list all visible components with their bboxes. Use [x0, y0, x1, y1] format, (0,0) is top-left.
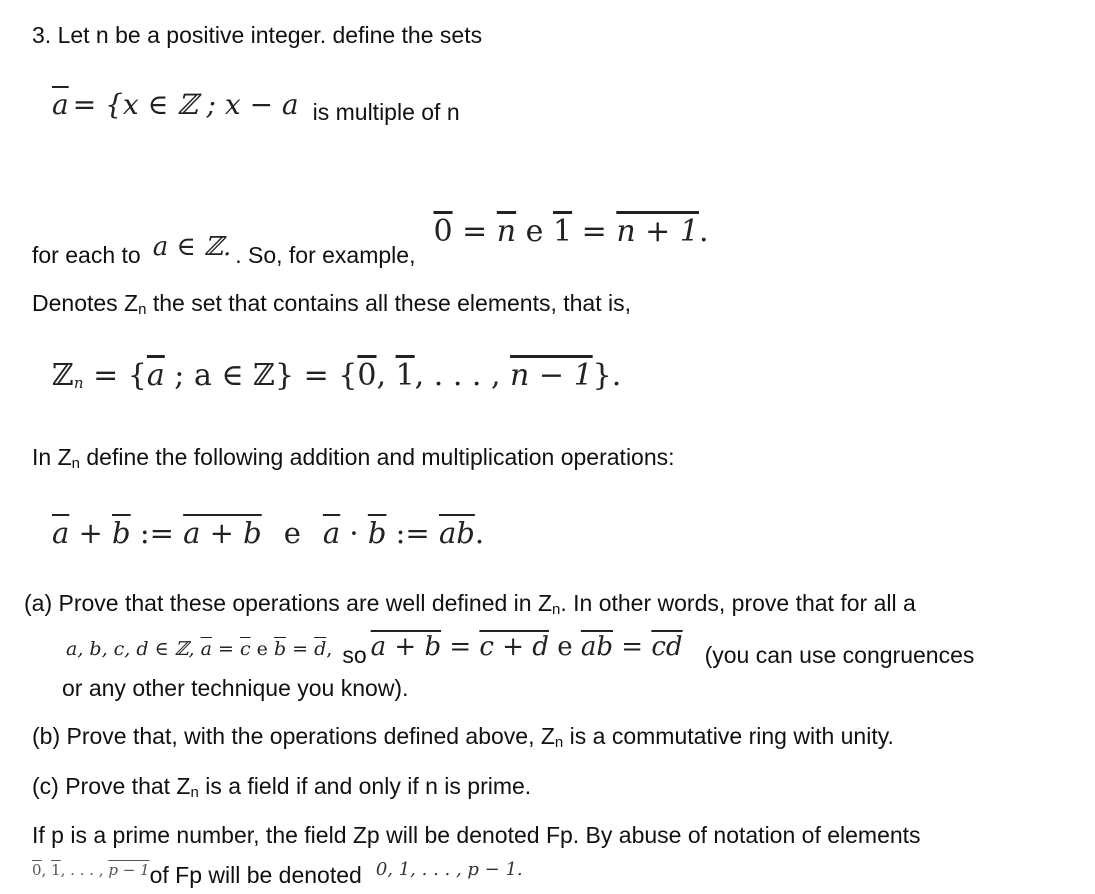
- example-np1: n + 1: [616, 214, 699, 249]
- closing-dots: , . . . ,: [60, 861, 109, 879]
- example-e: e: [525, 214, 544, 249]
- zn-abar: $\overline{a}$: [146, 358, 165, 393]
- zn-p1: = {: [83, 358, 147, 393]
- set-def-tail: is multiple of n: [312, 99, 460, 125]
- ops-intro-suffix: define the following addition and multiplication operations:: [79, 444, 675, 470]
- closing-line2: [32, 854, 523, 888]
- for-each-line: [32, 214, 709, 268]
- part-a-line1: [24, 590, 916, 618]
- problem-intro: 3. Let n be a positive integer. define the sets: [32, 22, 483, 48]
- zn-z: ℤ: [52, 358, 74, 393]
- part-a-vars: a, b, c, d ∈ ℤ,: [66, 638, 201, 660]
- part-a-dbar: $\overline{d}$: [314, 638, 327, 660]
- part-a-eq2: =: [286, 638, 315, 660]
- example-eq2: =: [581, 214, 607, 249]
- ops-b2: $\overline{b}$: [367, 516, 387, 550]
- closing-text: of Fp will be denoted: [149, 862, 362, 888]
- ops-b: $\overline{b}$: [112, 516, 131, 550]
- part-a-conclusion: [371, 632, 683, 662]
- example-zero: 0: [433, 214, 453, 249]
- part-c-suffix: is a field if and only if n is prime.: [198, 773, 532, 799]
- part-a-prefix: (a) Prove that these operations are well defined in Z: [24, 590, 553, 616]
- part-a-so: so: [342, 642, 367, 668]
- ops-e: e: [283, 516, 301, 550]
- ops-intro: [32, 444, 675, 472]
- part-a-eq4: =: [613, 632, 652, 662]
- closing-math-list: [32, 861, 150, 879]
- example-n: $\overline{n}$: [496, 214, 517, 249]
- for-each-mid: . So, for example,: [235, 242, 416, 268]
- ops-intro-sub: n: [71, 455, 80, 472]
- part-a-note: (you can use congruences: [704, 642, 975, 668]
- part-a-comma: ,: [326, 638, 333, 660]
- part-a-suffix: . In other words, prove that for all a: [560, 590, 916, 616]
- example-end: .: [698, 214, 709, 249]
- ops-assign2: :=: [386, 516, 439, 550]
- example-expression: [433, 214, 708, 249]
- denotes-line: [32, 290, 631, 318]
- part-a-sum-l: a + b: [370, 632, 442, 662]
- part-b-suffix: is a commutative ring with unity.: [563, 723, 894, 749]
- part-c-prefix: (c) Prove that Z: [32, 773, 191, 799]
- part-c-sub: n: [190, 784, 199, 801]
- closing-zero: 0: [32, 861, 42, 879]
- part-b-sub: n: [554, 734, 564, 751]
- part-a-sum-r: c + d: [479, 632, 549, 662]
- ops-assign1: :=: [130, 516, 184, 550]
- ops-dot: ·: [340, 516, 368, 550]
- part-a-bbar: $\overline{b}$: [273, 638, 287, 660]
- zn-nm1: n − 1: [510, 358, 593, 393]
- ops-a2: $\overline{a}$: [322, 516, 341, 550]
- for-each-math: a ∈ ℤ.: [152, 232, 232, 262]
- zn-p4: }.: [592, 358, 622, 393]
- part-b-prefix: (b) Prove that, with the operations defined above, Z: [32, 723, 555, 749]
- ops-apb: a + b: [183, 516, 262, 550]
- zn-sub: n: [73, 374, 84, 392]
- example-eq1: =: [462, 214, 488, 249]
- part-a-abar: $\overline{a}$: [200, 638, 212, 660]
- part-a-eq3: =: [441, 632, 480, 662]
- part-a-e1: e: [250, 638, 274, 660]
- set-def-body: = {x ∈ ℤ ; x − a: [72, 88, 299, 121]
- ops-a: $\overline{a}$: [52, 516, 70, 550]
- part-a-eq1: =: [211, 638, 240, 660]
- ops-ab: $\overline{ab}$: [438, 516, 475, 550]
- zn-comma1: ,: [376, 358, 396, 393]
- zn-p2: ; a ∈ ℤ} = {: [164, 358, 358, 393]
- part-a-prod-r: $\overline{cd}$: [651, 632, 683, 662]
- part-a-cbar: $\overline{c}$: [239, 638, 251, 660]
- closing-comma: ,: [41, 861, 52, 879]
- denotes-sub: n: [138, 301, 147, 318]
- zn-p3: , . . . ,: [414, 358, 511, 393]
- example-one: 1: [552, 214, 573, 249]
- set-definition: [52, 88, 460, 125]
- part-a-line2: [66, 632, 975, 668]
- part-a-e2: e: [548, 632, 581, 662]
- closing-pm1: p − 1: [108, 861, 150, 879]
- ops-intro-prefix: In Z: [32, 444, 72, 470]
- ops-plus: +: [69, 516, 113, 550]
- part-b: [32, 723, 894, 751]
- denotes-suffix: the set that contains all these elements, that is,: [146, 290, 632, 316]
- closing-math-plain: 0, 1, . . . , p − 1.: [375, 859, 523, 880]
- closing-line1: If p is a prime number, the field Zp will be denoted Fp. By abuse of notation of elements: [32, 822, 921, 848]
- for-each-prefix: for each to: [32, 242, 141, 268]
- zn-zero: 0: [357, 358, 377, 393]
- ops-definition: [52, 516, 484, 550]
- zn-definition: [52, 358, 621, 393]
- part-c: [32, 773, 531, 801]
- zn-one: 1: [395, 358, 415, 393]
- set-def-abar: $\overline{a}$: [52, 88, 69, 121]
- part-a-prod-l: $\overline{ab}$: [580, 632, 614, 662]
- ops-end: .: [474, 516, 485, 550]
- denotes-prefix: Denotes Z: [32, 290, 139, 316]
- part-a-sub: n: [552, 601, 561, 618]
- closing-one: 1: [51, 861, 61, 879]
- part-a-line3: or any other technique you know).: [62, 675, 409, 701]
